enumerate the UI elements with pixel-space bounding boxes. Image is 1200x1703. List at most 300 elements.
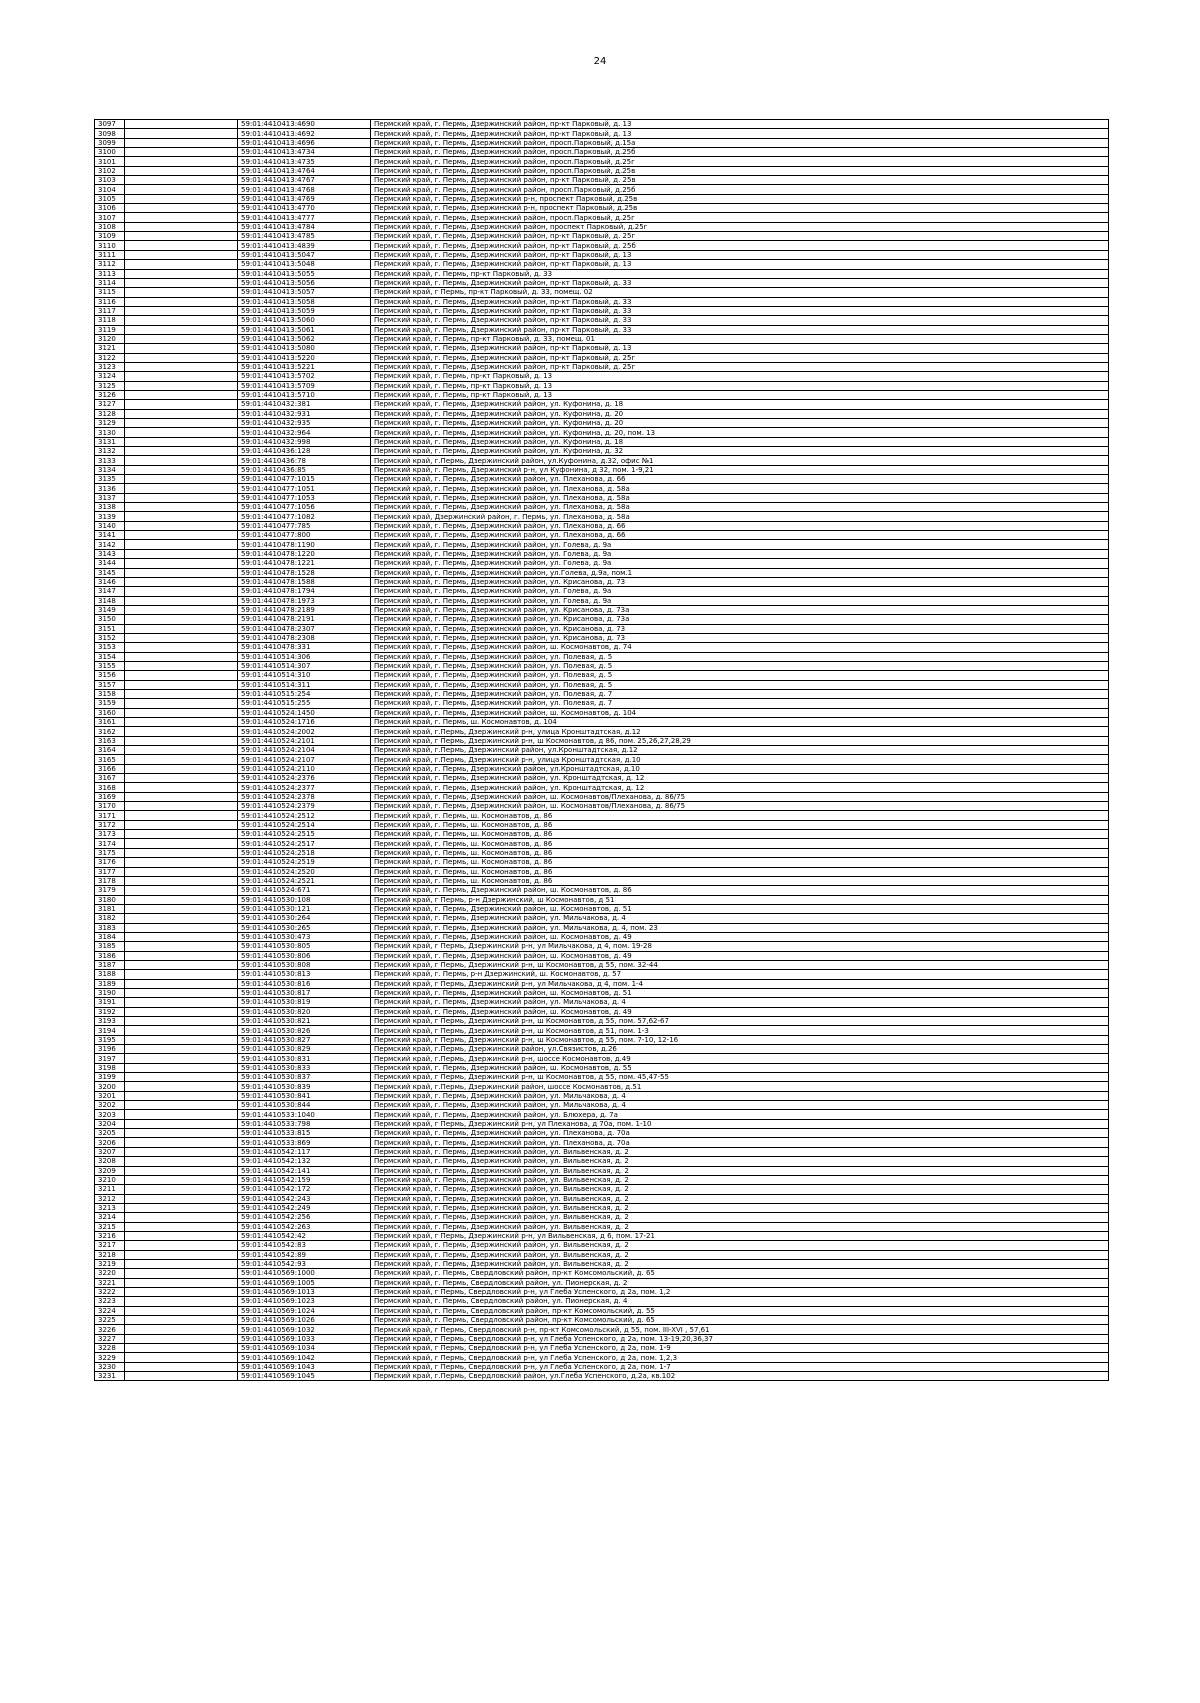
blank-cell <box>125 727 238 736</box>
row-number-cell: 3191 <box>95 998 125 1007</box>
blank-cell <box>125 1035 238 1044</box>
page-number: 24 <box>593 56 607 67</box>
address-cell: Пермский край, г.Пермь, Дзержинский р-н, улица Кронштадтская, д.12 <box>371 727 1109 736</box>
address-cell: Пермский край, г. Пермь, Свердловский район, пр-кт Комсомольский, д. 65 <box>371 1316 1109 1325</box>
address-cell: Пермский край, г. Пермь, Дзержинский район, пр-кт Парковый, д. 33 <box>371 297 1109 306</box>
address-cell: Пермский край, г. Пермь, ш. Космонавтов, д. 86 <box>371 811 1109 820</box>
cadastral-number-cell: 59:01:4410436:78 <box>238 456 371 465</box>
cadastral-number-cell: 59:01:4410413:5221 <box>238 362 371 371</box>
blank-cell <box>125 344 238 353</box>
address-cell: Пермский край, г Пермь, Дзержинский р-н, ш Космонавтов, д 55, пом. 45,47-55 <box>371 1073 1109 1082</box>
cadastral-number-cell: 59:01:4410477:1056 <box>238 503 371 512</box>
row-number-cell: 3104 <box>95 185 125 194</box>
address-cell: Пермский край, г. Пермь, Дзержинский район, ул. Вильвенская, д. 2 <box>371 1241 1109 1250</box>
cadastral-number-cell: 59:01:4410413:5057 <box>238 288 371 297</box>
blank-cell <box>125 820 238 829</box>
blank-cell <box>125 1175 238 1184</box>
address-cell: Пермский край, г. Пермь, ш. Космонавтов, д. 86 <box>371 839 1109 848</box>
blank-cell <box>125 587 238 596</box>
blank-cell <box>125 475 238 484</box>
address-cell: Пермский край, г. Пермь, Дзержинский район, просп.Парковый, д.25в <box>371 166 1109 175</box>
row-number-cell: 3119 <box>95 325 125 334</box>
table-row <box>95 624 1109 633</box>
row-number-cell: 3210 <box>95 1175 125 1184</box>
row-number-cell: 3132 <box>95 447 125 456</box>
blank-cell <box>125 1362 238 1371</box>
cadastral-number-cell: 59:01:4410530:831 <box>238 1054 371 1063</box>
row-number-cell: 3170 <box>95 802 125 811</box>
row-number-cell: 3126 <box>95 390 125 399</box>
blank-cell <box>125 988 238 997</box>
address-cell: Пермский край, г. Пермь, Дзержинский район, ул. Вильвенская, д. 2 <box>371 1203 1109 1212</box>
address-cell: Пермский край, г Пермь, Дзержинский р-н, ш Космонавтов, д 51, пом. 1-3 <box>371 1026 1109 1035</box>
blank-cell <box>125 1063 238 1072</box>
blank-cell <box>125 484 238 493</box>
blank-cell <box>125 1091 238 1100</box>
cadastral-number-cell: 59:01:4410569:1042 <box>238 1353 371 1362</box>
cadastral-number-cell: 59:01:4410569:1005 <box>238 1278 371 1287</box>
address-cell: Пермский край, г. Пермь, Дзержинский район, ул. Вильвенская, д. 2 <box>371 1194 1109 1203</box>
address-cell: Пермский край, г. Пермь, Дзержинский район, ул. Вильвенская, д. 2 <box>371 1166 1109 1175</box>
address-cell: Пермский край, г. Пермь, Дзержинский район, пр-кт Парковый, д. 25г <box>371 353 1109 362</box>
row-number-cell: 3144 <box>95 559 125 568</box>
row-number-cell: 3174 <box>95 839 125 848</box>
address-cell: Пермский край, г. Пермь, Дзержинский район, ул. Крисанова, д. 73а <box>371 615 1109 624</box>
address-cell: Пермский край, г. Пермь, Дзержинский район, ш. Космонавтов/Плеханова, д. 86/75 <box>371 792 1109 801</box>
blank-cell <box>125 671 238 680</box>
table-row <box>95 1259 1109 1268</box>
address-cell: Пермский край, г. Пермь, ш. Космонавтов, д. 86 <box>371 858 1109 867</box>
blank-cell <box>125 316 238 325</box>
blank-cell <box>125 764 238 773</box>
cadastral-number-cell: 59:01:4410530:121 <box>238 904 371 913</box>
table-body <box>95 120 1109 1381</box>
address-cell: Пермский край, г. Пермь, Дзержинский район, ш. Космонавтов, д. 51 <box>371 904 1109 913</box>
cadastral-number-cell: 59:01:4410432:381 <box>238 400 371 409</box>
row-number-cell: 3203 <box>95 1110 125 1119</box>
cadastral-number-cell: 59:01:4410524:2520 <box>238 867 371 876</box>
blank-cell <box>125 792 238 801</box>
table-row <box>95 1250 1109 1259</box>
blank-cell <box>125 409 238 418</box>
table-row <box>95 1194 1109 1203</box>
cadastral-number-cell: 59:01:4410524:2378 <box>238 792 371 801</box>
cadastral-number-cell: 59:01:4410478:1794 <box>238 587 371 596</box>
row-number-cell: 3113 <box>95 269 125 278</box>
address-cell: Пермский край, г. Пермь, Дзержинский район, ул. Плеханова, д. 66 <box>371 531 1109 540</box>
cadastral-number-cell: 59:01:4410436:85 <box>238 465 371 474</box>
cadastral-number-cell: 59:01:4410569:1013 <box>238 1287 371 1296</box>
table-row <box>95 904 1109 913</box>
row-number-cell: 3171 <box>95 811 125 820</box>
cadastral-number-cell: 59:01:4410478:1973 <box>238 596 371 605</box>
table-row <box>95 792 1109 801</box>
blank-cell <box>125 390 238 399</box>
table-row <box>95 1287 1109 1296</box>
table-row <box>95 129 1109 138</box>
table-row <box>95 914 1109 923</box>
table-row <box>95 970 1109 979</box>
row-number-cell: 3175 <box>95 848 125 857</box>
address-cell: Пермский край, г. Пермь, Дзержинский р-н, ул Куфонина, д 32, пом. 1-9,21 <box>371 465 1109 474</box>
row-number-cell: 3229 <box>95 1353 125 1362</box>
row-number-cell: 3196 <box>95 1045 125 1054</box>
table-row <box>95 1063 1109 1072</box>
address-cell: Пермский край, г. Пермь, пр-кт Парковый, д. 33, помещ. 01 <box>371 334 1109 343</box>
row-number-cell: 3188 <box>95 970 125 979</box>
cadastral-number-cell: 59:01:4410569:1026 <box>238 1316 371 1325</box>
table-row <box>95 764 1109 773</box>
address-cell: Пермский край, г. Пермь, Дзержинский район, пр-кт Парковый, д. 25в <box>371 176 1109 185</box>
row-number-cell: 3102 <box>95 166 125 175</box>
address-cell: Пермский край, г. Пермь, Дзержинский район, ул.Голева, д.9а, пом.1 <box>371 568 1109 577</box>
blank-cell <box>125 1007 238 1016</box>
blank-cell <box>125 774 238 783</box>
blank-cell <box>125 456 238 465</box>
blank-cell <box>125 661 238 670</box>
row-number-cell: 3165 <box>95 755 125 764</box>
row-number-cell: 3227 <box>95 1334 125 1343</box>
row-number-cell: 3201 <box>95 1091 125 1100</box>
address-cell: Пермский край, г. Пермь, Дзержинский район, пр-кт Парковый, д. 13 <box>371 250 1109 259</box>
address-cell: Пермский край, г. Пермь, Дзержинский район, пр-кт Парковый, д. 13 <box>371 120 1109 129</box>
address-cell: Пермский край, г. Пермь, Дзержинский район, ул. Вильвенская, д. 2 <box>371 1157 1109 1166</box>
blank-cell <box>125 1222 238 1231</box>
address-cell: Пермский край, г. Пермь, Дзержинский район, ул. Голева, д. 9а <box>371 587 1109 596</box>
cadastral-number-cell: 59:01:4410413:5080 <box>238 344 371 353</box>
address-cell: Пермский край, г. Пермь, Дзержинский район, ул. Полевая, д. 7 <box>371 689 1109 698</box>
address-cell: Пермский край, г. Пермь, Дзержинский район, просп.Парковый, д.25б <box>371 148 1109 157</box>
table-row <box>95 381 1109 390</box>
row-number-cell: 3193 <box>95 1017 125 1026</box>
table-row <box>95 176 1109 185</box>
table-row <box>95 316 1109 325</box>
row-number-cell: 3212 <box>95 1194 125 1203</box>
cadastral-number-cell: 59:01:4410413:5061 <box>238 325 371 334</box>
cadastral-number-cell: 59:01:4410413:4690 <box>238 120 371 129</box>
address-cell: Пермский край, г. Пермь, Дзержинский район, ул. Плеханова, д. 66 <box>371 521 1109 530</box>
cadastral-number-cell: 59:01:4410514:306 <box>238 652 371 661</box>
cadastral-number-cell: 59:01:4410542:172 <box>238 1185 371 1194</box>
row-number-cell: 3141 <box>95 531 125 540</box>
cadastral-number-cell: 59:01:4410524:2101 <box>238 736 371 745</box>
cadastral-number-cell: 59:01:4410478:1190 <box>238 540 371 549</box>
row-number-cell: 3226 <box>95 1325 125 1334</box>
blank-cell <box>125 895 238 904</box>
table-row <box>95 484 1109 493</box>
blank-cell <box>125 615 238 624</box>
blank-cell <box>125 848 238 857</box>
row-number-cell: 3162 <box>95 727 125 736</box>
blank-cell <box>125 951 238 960</box>
blank-cell <box>125 297 238 306</box>
table-row <box>95 988 1109 997</box>
cadastral-number-cell: 59:01:4410542:243 <box>238 1194 371 1203</box>
table-row <box>95 736 1109 745</box>
row-number-cell: 3099 <box>95 138 125 147</box>
blank-cell <box>125 148 238 157</box>
table-row <box>95 1185 1109 1194</box>
table-row <box>95 1175 1109 1184</box>
row-number-cell: 3145 <box>95 568 125 577</box>
cadastral-number-cell: 59:01:4410569:1024 <box>238 1306 371 1315</box>
table-row <box>95 166 1109 175</box>
blank-cell <box>125 400 238 409</box>
table-row <box>95 521 1109 530</box>
address-cell: Пермский край, г. Пермь, Дзержинский район, ш. Космонавтов, д. 49 <box>371 1007 1109 1016</box>
blank-cell <box>125 736 238 745</box>
cadastral-number-cell: 59:01:4410413:5055 <box>238 269 371 278</box>
cadastral-number-cell: 59:01:4410530:844 <box>238 1101 371 1110</box>
blank-cell <box>125 932 238 941</box>
row-number-cell: 3219 <box>95 1259 125 1268</box>
blank-cell <box>125 923 238 932</box>
table-row <box>95 1007 1109 1016</box>
cadastral-number-cell: 59:01:4410413:4764 <box>238 166 371 175</box>
table-row <box>95 951 1109 960</box>
blank-cell <box>125 998 238 1007</box>
address-cell: Пермский край, г. Пермь, Дзержинский район, ул. Куфонина, д. 20, пом. 13 <box>371 428 1109 437</box>
blank-cell <box>125 1073 238 1082</box>
address-cell: Пермский край, Дзержинский район, г. Пермь, ул. Плеханова, д. 58а <box>371 512 1109 521</box>
table-row <box>95 587 1109 596</box>
address-cell: Пермский край, г. Пермь, Дзержинский район, ул. Полевая, д. 5 <box>371 680 1109 689</box>
cadastral-number-cell: 59:01:4410413:4768 <box>238 185 371 194</box>
address-cell: Пермский край, г. Пермь, Дзержинский район, ул. Плеханова, д. 70а <box>371 1129 1109 1138</box>
cadastral-number-cell: 59:01:4410530:816 <box>238 979 371 988</box>
blank-cell <box>125 241 238 250</box>
table-row <box>95 1231 1109 1240</box>
table-row <box>95 1222 1109 1231</box>
cadastral-number-cell: 59:01:4410569:1023 <box>238 1297 371 1306</box>
cadastral-number-cell: 59:01:4410542:263 <box>238 1222 371 1231</box>
cadastral-number-cell: 59:01:4410413:4770 <box>238 204 371 213</box>
cadastral-number-cell: 59:01:4410524:2519 <box>238 858 371 867</box>
table-row <box>95 577 1109 586</box>
cadastral-number-cell: 59:01:4410530:819 <box>238 998 371 1007</box>
address-cell: Пермский край, г Пермь, р-н Дзержинский, ш Космонавтов, д 51 <box>371 895 1109 904</box>
row-number-cell: 3150 <box>95 615 125 624</box>
blank-cell <box>125 960 238 969</box>
address-cell: Пермский край, г. Пермь, Дзержинский район, пр-кт Парковый, д. 13 <box>371 260 1109 269</box>
address-cell: Пермский край, г. Пермь, Дзержинский район, ш. Космонавтов/Плеханова, д. 86/75 <box>371 802 1109 811</box>
address-cell: Пермский край, г. Пермь, Дзержинский район, ш. Космонавтов, д. 49 <box>371 951 1109 960</box>
row-number-cell: 3125 <box>95 381 125 390</box>
blank-cell <box>125 1082 238 1091</box>
address-cell: Пермский край, г Пермь, Дзержинский р-н, ш Космонавтов, д 86, пом. 25,26,27,28,29 <box>371 736 1109 745</box>
row-number-cell: 3114 <box>95 278 125 287</box>
cadastral-number-cell: 59:01:4410432:935 <box>238 419 371 428</box>
table-row <box>95 858 1109 867</box>
cadastral-number-cell: 59:01:4410530:806 <box>238 951 371 960</box>
cadastral-number-cell: 59:01:4410542:89 <box>238 1250 371 1259</box>
row-number-cell: 3117 <box>95 306 125 315</box>
table-row <box>95 755 1109 764</box>
cadastral-number-cell: 59:01:4410413:4769 <box>238 194 371 203</box>
address-cell: Пермский край, г. Пермь, Дзержинский район, ул. Куфонина, д. 18 <box>371 400 1109 409</box>
row-number-cell: 3163 <box>95 736 125 745</box>
cadastral-number-cell: 59:01:4410514:311 <box>238 680 371 689</box>
row-number-cell: 3211 <box>95 1185 125 1194</box>
blank-cell <box>125 325 238 334</box>
blank-cell <box>125 521 238 530</box>
blank-cell <box>125 381 238 390</box>
address-cell: Пермский край, г. Пермь, Дзержинский район, просп.Парковый, д.25г <box>371 157 1109 166</box>
table-row <box>95 1362 1109 1371</box>
address-cell: Пермский край, г. Пермь, Дзержинский район, ул. Голева, д. 9а <box>371 540 1109 549</box>
cadastral-number-cell: 59:01:4410542:83 <box>238 1241 371 1250</box>
row-number-cell: 3184 <box>95 932 125 941</box>
address-cell: Пермский край, г. Пермь, Дзержинский район, ш. Космонавтов, д. 86 <box>371 886 1109 895</box>
row-number-cell: 3133 <box>95 456 125 465</box>
cadastral-number-cell: 59:01:4410530:265 <box>238 923 371 932</box>
cadastral-number-cell: 59:01:4410530:827 <box>238 1035 371 1044</box>
blank-cell <box>125 213 238 222</box>
address-cell: Пермский край, г. Пермь, Дзержинский район, пр-кт Парковый, д. 13 <box>371 344 1109 353</box>
table-row <box>95 820 1109 829</box>
cadastral-number-cell: 59:01:4410413:5702 <box>238 372 371 381</box>
cadastral-number-cell: 59:01:4410413:5220 <box>238 353 371 362</box>
row-number-cell: 3183 <box>95 923 125 932</box>
table-row <box>95 390 1109 399</box>
row-number-cell: 3218 <box>95 1250 125 1259</box>
table-row <box>95 1269 1109 1278</box>
row-number-cell: 3124 <box>95 372 125 381</box>
address-cell: Пермский край, г. Пермь, Дзержинский район, просп.Парковый, д.25г <box>371 213 1109 222</box>
blank-cell <box>125 1306 238 1315</box>
table-row <box>95 718 1109 727</box>
blank-cell <box>125 540 238 549</box>
table-row <box>95 260 1109 269</box>
table-row <box>95 1017 1109 1026</box>
table-row <box>95 232 1109 241</box>
address-cell: Пермский край, г. Пермь, Дзержинский район, ш. Космонавтов, д. 104 <box>371 708 1109 717</box>
table-row <box>95 979 1109 988</box>
address-cell: Пермский край, г. Пермь, Дзержинский район, ул. Мильчакова, д. 4 <box>371 914 1109 923</box>
cadastral-number-cell: 59:01:4410533:815 <box>238 1129 371 1138</box>
blank-cell <box>125 1353 238 1362</box>
cadastral-number-cell: 59:01:4410413:5710 <box>238 390 371 399</box>
address-cell: Пермский край, г. Пермь, Дзержинский район, ул. Голева, д. 9а <box>371 549 1109 558</box>
table-row <box>95 568 1109 577</box>
address-cell: Пермский край, г. Пермь, Дзержинский район, пр-кт Парковый, д. 25б <box>371 241 1109 250</box>
address-cell: Пермский край, г. Пермь, Дзержинский район, просп.Парковый, д.25б <box>371 185 1109 194</box>
blank-cell <box>125 437 238 446</box>
address-cell: Пермский край, г. Пермь, Дзержинский район, ул. Вильвенская, д. 2 <box>371 1213 1109 1222</box>
blank-cell <box>125 1259 238 1268</box>
row-number-cell: 3194 <box>95 1026 125 1035</box>
address-cell: Пермский край, г. Пермь, Дзержинский район, ул. Крисанова, д. 73 <box>371 624 1109 633</box>
table-row <box>95 1344 1109 1353</box>
row-number-cell: 3217 <box>95 1241 125 1250</box>
property-register-table <box>94 119 1109 1381</box>
table-row <box>95 288 1109 297</box>
table-row <box>95 400 1109 409</box>
blank-cell <box>125 904 238 913</box>
row-number-cell: 3185 <box>95 942 125 951</box>
address-cell: Пермский край, г. Пермь, ш. Космонавтов, д. 86 <box>371 876 1109 885</box>
blank-cell <box>125 652 238 661</box>
row-number-cell: 3195 <box>95 1035 125 1044</box>
cadastral-number-cell: 59:01:4410569:1032 <box>238 1325 371 1334</box>
table-row <box>95 727 1109 736</box>
blank-cell <box>125 334 238 343</box>
address-cell: Пермский край, г. Пермь, Дзержинский район, проспект Парковый, д.25г <box>371 222 1109 231</box>
cadastral-number-cell: 59:01:4410569:1043 <box>238 1362 371 1371</box>
blank-cell <box>125 1203 238 1212</box>
blank-cell <box>125 250 238 259</box>
row-number-cell: 3103 <box>95 176 125 185</box>
cadastral-number-cell: 59:01:4410478:2308 <box>238 633 371 642</box>
cadastral-number-cell: 59:01:4410569:1000 <box>238 1269 371 1278</box>
row-number-cell: 3228 <box>95 1344 125 1353</box>
address-cell: Пермский край, г.Пермь, Дзержинский район, шоссе Космонавтов, д.51 <box>371 1082 1109 1091</box>
cadastral-number-cell: 59:01:4410477:1082 <box>238 512 371 521</box>
table-row <box>95 465 1109 474</box>
blank-cell <box>125 1045 238 1054</box>
address-cell: Пермский край, г. Пермь, пр-кт Парковый, д. 13 <box>371 372 1109 381</box>
address-cell: Пермский край, г. Пермь, ш. Космонавтов, д. 86 <box>371 820 1109 829</box>
table-row <box>95 960 1109 969</box>
address-cell: Пермский край, г. Пермь, Дзержинский район, ш. Космонавтов, д. 51 <box>371 988 1109 997</box>
table-row <box>95 942 1109 951</box>
row-number-cell: 3148 <box>95 596 125 605</box>
table-row <box>95 1241 1109 1250</box>
row-number-cell: 3158 <box>95 689 125 698</box>
table-row <box>95 447 1109 456</box>
row-number-cell: 3129 <box>95 419 125 428</box>
table-row <box>95 1035 1109 1044</box>
address-cell: Пермский край, г. Пермь, Дзержинский район, ул. Голева, д. 9а <box>371 559 1109 568</box>
table-row <box>95 1325 1109 1334</box>
address-cell: Пермский край, г. Пермь, Дзержинский район, пр-кт Парковый, д. 33 <box>371 325 1109 334</box>
blank-cell <box>125 699 238 708</box>
table-row <box>95 848 1109 857</box>
table-row <box>95 1026 1109 1035</box>
table-row <box>95 512 1109 521</box>
table-row <box>95 746 1109 755</box>
cadastral-number-cell: 59:01:4410477:1015 <box>238 475 371 484</box>
blank-cell <box>125 465 238 474</box>
table-row <box>95 811 1109 820</box>
address-cell: Пермский край, г. Пермь, Дзержинский район, ул. Вильвенская, д. 2 <box>371 1175 1109 1184</box>
blank-cell <box>125 802 238 811</box>
address-cell: Пермский край, г. Пермь, Дзержинский район, ул. Полевая, д. 5 <box>371 671 1109 680</box>
cadastral-number-cell: 59:01:4410569:1033 <box>238 1334 371 1343</box>
table-row <box>95 437 1109 446</box>
table-row <box>95 503 1109 512</box>
blank-cell <box>125 1278 238 1287</box>
table-row <box>95 334 1109 343</box>
table-row <box>95 1091 1109 1100</box>
blank-cell <box>125 288 238 297</box>
row-number-cell: 3207 <box>95 1147 125 1156</box>
table-row <box>95 456 1109 465</box>
row-number-cell: 3177 <box>95 867 125 876</box>
cadastral-number-cell: 59:01:4410413:5062 <box>238 334 371 343</box>
address-cell: Пермский край, г. Пермь, Дзержинский р-н, проспект Парковый, д.25в <box>371 194 1109 203</box>
cadastral-number-cell: 59:01:4410533:869 <box>238 1138 371 1147</box>
blank-cell <box>125 643 238 652</box>
row-number-cell: 3205 <box>95 1129 125 1138</box>
row-number-cell: 3154 <box>95 652 125 661</box>
cadastral-number-cell: 59:01:4410569:1034 <box>238 1344 371 1353</box>
address-cell: Пермский край, г. Пермь, Дзержинский район, ул. Куфонина, д. 18 <box>371 437 1109 446</box>
table-row <box>95 250 1109 259</box>
cadastral-number-cell: 59:01:4410514:310 <box>238 671 371 680</box>
blank-cell <box>125 942 238 951</box>
row-number-cell: 3197 <box>95 1054 125 1063</box>
